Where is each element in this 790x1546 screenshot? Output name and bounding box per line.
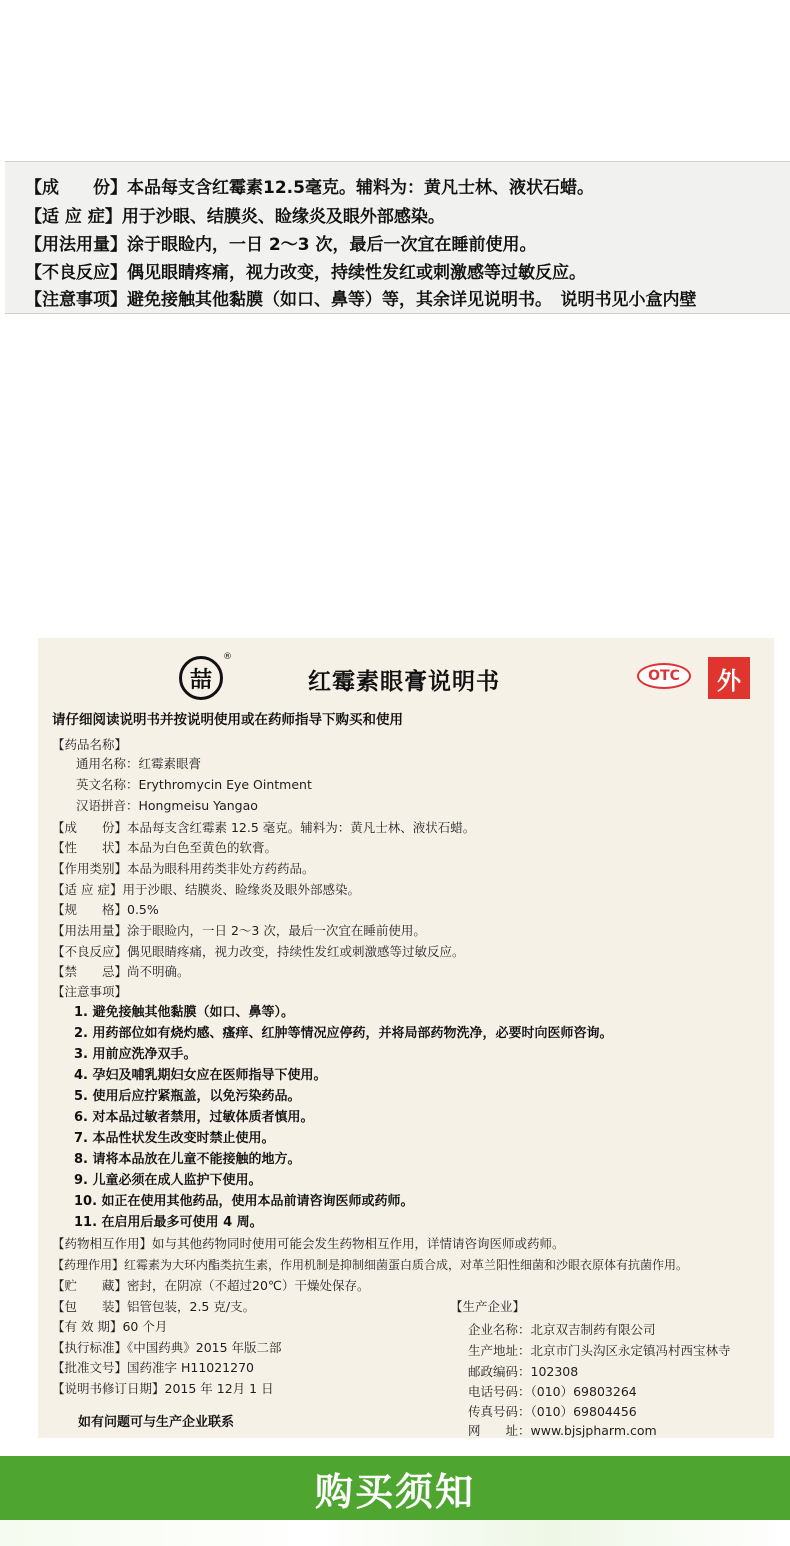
label-indications: 【适 应 症】用于沙眼、结膜炎、睑缘炎及眼外部感染。 bbox=[25, 207, 445, 227]
label-ingredients: 【成 份】本品每支含红霉素12.5毫克。辅料为：黄凡士林、液状石蜡。 bbox=[25, 178, 594, 198]
registered-mark: ® bbox=[223, 652, 232, 662]
section-specification: 【规 格】0.5% bbox=[52, 902, 159, 917]
leaflet-title: 红霉素眼膏说明书 bbox=[308, 669, 500, 695]
note-item: 2. 用药部位如有烧灼感、瘙痒、红肿等情况应停药，并将局部药物洗净，必要时向医师咨询。 bbox=[74, 1026, 613, 1041]
note-item: 4. 孕妇及哺乳期妇女应在医师指导下使用。 bbox=[74, 1068, 327, 1083]
purchase-notice-banner bbox=[0, 1456, 790, 1520]
note-item: 1. 避免接触其他黏膜（如口、鼻等）。 bbox=[74, 1005, 295, 1020]
bottom-decoration bbox=[0, 1520, 790, 1546]
brand-logo bbox=[179, 656, 223, 700]
note-item: 11. 在启用后最多可使用 4 周。 bbox=[74, 1215, 263, 1230]
manufacturer-line: 生产地址：北京市门头沟区永定镇冯村西宝林寺 bbox=[468, 1343, 731, 1358]
section-dosage: 【用法用量】涂于眼睑内，一日 2～3 次，最后一次宜在睡前使用。 bbox=[52, 923, 426, 938]
read-warning: 请仔细阅读说明书并按说明使用或在药师指导下购买和使用 bbox=[52, 712, 403, 728]
section-indications: 【适 应 症】用于沙眼、结膜炎、睑缘炎及眼外部感染。 bbox=[52, 882, 360, 897]
manufacturer-line: 企业名称：北京双吉制药有限公司 bbox=[468, 1322, 656, 1337]
banner-label: 购买须知 bbox=[314, 1469, 475, 1514]
section-revision-date: 【说明书修订日期】2015 年 12月 1 日 bbox=[52, 1381, 274, 1396]
manufacturer-line: 传真号码：（010）69804456 bbox=[468, 1404, 637, 1419]
contact-note: 如有问题可与生产企业联系 bbox=[78, 1415, 235, 1430]
section-storage: 【贮 藏】密封，在阴凉（不超过20℃）干燥处保存。 bbox=[52, 1278, 370, 1293]
section-pharmacology: 【药理作用】红霉素为大环内酯类抗生素，作用机制是抑制细菌蛋白质合成，对革兰阳性细菌和沙眼衣原体有抗菌作用。 bbox=[52, 1258, 689, 1272]
label-dosage: 【用法用量】涂于眼睑内，一日 2～3 次，最后一次宜在睡前使用。 bbox=[25, 235, 537, 255]
instruction-leaflet bbox=[38, 638, 774, 1438]
generic-name: 通用名称：红霉素眼膏 bbox=[76, 756, 202, 771]
note-item: 3. 用前应洗净双手。 bbox=[74, 1047, 197, 1062]
brand-logo-glyph: 喆 bbox=[189, 667, 212, 693]
section-standard: 【执行标准】《中国药典》2015 年版二部 bbox=[52, 1340, 282, 1355]
section-interactions: 【药物相互作用】如与其他药物同时使用可能会发生药物相互作用，详情请咨询医师或药师。 bbox=[52, 1236, 565, 1251]
otc-badge: OTC bbox=[637, 663, 691, 689]
note-item: 9. 儿童必须在成人监护下使用。 bbox=[74, 1173, 262, 1188]
note-item: 10. 如正在使用其他药品，使用本品前请咨询医师或药师。 bbox=[74, 1194, 414, 1209]
manufacturer-line: 网 址：www.bjsjpharm.com bbox=[468, 1423, 657, 1438]
section-precautions: 【注意事项】 bbox=[52, 984, 128, 999]
english-name: 英文名称：Erythromycin Eye Ointment bbox=[76, 777, 312, 792]
section-contraindications: 【禁 忌】尚不明确。 bbox=[52, 964, 190, 979]
manufacturer-line: 邮政编码：102308 bbox=[468, 1364, 579, 1379]
section-category: 【作用类别】本品为眼科用药类非处方药药品。 bbox=[52, 861, 315, 876]
note-item: 7. 本品性状发生改变时禁止使用。 bbox=[74, 1131, 275, 1146]
label-precautions: 【注意事项】避免接触其他黏膜（如口、鼻等）等，其余详见说明书。 说明书见小盒内壁 bbox=[25, 290, 697, 310]
section-approval: 【批准文号】国药准字 H11021270 bbox=[52, 1360, 254, 1375]
product-label-strip bbox=[5, 161, 790, 314]
label-adverse: 【不良反应】偶见眼睛疼痛，视力改变，持续性发红或刺激感等过敏反应。 bbox=[25, 263, 586, 283]
section-packaging: 【包 装】铝管包装，2.5 克/支。 bbox=[52, 1299, 256, 1314]
section-description: 【性 状】本品为白色至黄色的软膏。 bbox=[52, 840, 278, 855]
section-ingredients: 【成 份】本品每支含红霉素 12.5 毫克。辅料为：黄凡士林、液状石蜡。 bbox=[52, 820, 476, 835]
note-item: 5. 使用后应拧紧瓶盖，以免污染药品。 bbox=[74, 1089, 301, 1104]
manufacturer-heading: 【生产企业】 bbox=[450, 1299, 526, 1314]
external-use-badge: 外 bbox=[708, 657, 750, 699]
section-drug-name: 【药品名称】 bbox=[52, 737, 128, 752]
manufacturer-line: 电话号码：（010）69803264 bbox=[468, 1384, 637, 1399]
note-item: 6. 对本品过敏者禁用，过敏体质者慎用。 bbox=[74, 1110, 314, 1125]
note-item: 8. 请将本品放在儿童不能接触的地方。 bbox=[74, 1152, 301, 1167]
section-adverse: 【不良反应】偶见眼睛疼痛，视力改变，持续性发红或刺激感等过敏反应。 bbox=[52, 944, 465, 959]
section-validity: 【有 效 期】60 个月 bbox=[52, 1319, 168, 1334]
pinyin-name: 汉语拼音：Hongmeisu Yangao bbox=[76, 798, 258, 813]
